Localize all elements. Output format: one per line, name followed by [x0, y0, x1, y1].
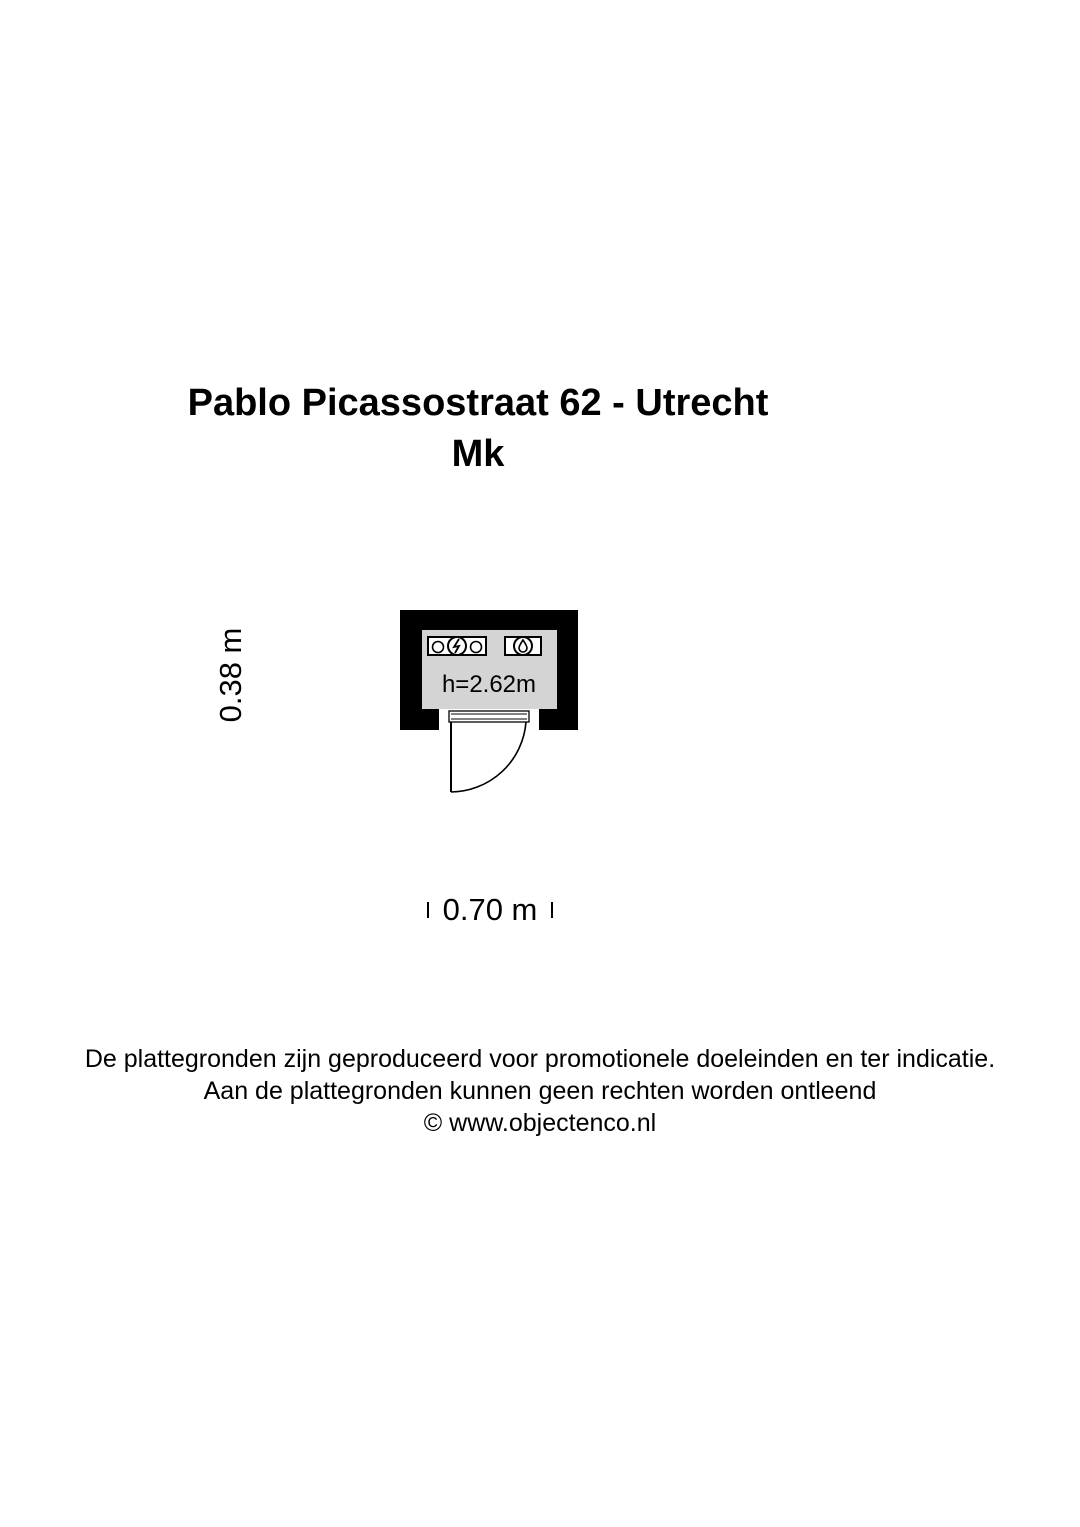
disclaimer-line: De plattegronden zijn geproduceerd voor promotionele doeleinden en ter indicatie.	[84, 1045, 996, 1073]
depth-dimension-label: 0.38 m	[213, 627, 248, 723]
electricity-meter-icon	[428, 637, 486, 655]
floor-plan	[395, 605, 585, 800]
floor-label: Mk	[451, 433, 505, 475]
depth-dimension	[204, 620, 258, 730]
disclaimer-line: Aan de plattegronden kunnen geen rechten worden ontleend	[203, 1077, 877, 1105]
copyright-line: © www.objectenco.nl	[423, 1109, 657, 1137]
dimension-tick	[551, 902, 553, 918]
water-meter-icon	[505, 637, 541, 655]
ceiling-height-label: h=2.62m	[441, 671, 537, 698]
width-dimension	[424, 890, 556, 930]
width-dimension-label: 0.70 m	[442, 892, 538, 927]
page-title: Pablo Picassostraat 62 - Utrecht	[187, 382, 769, 424]
